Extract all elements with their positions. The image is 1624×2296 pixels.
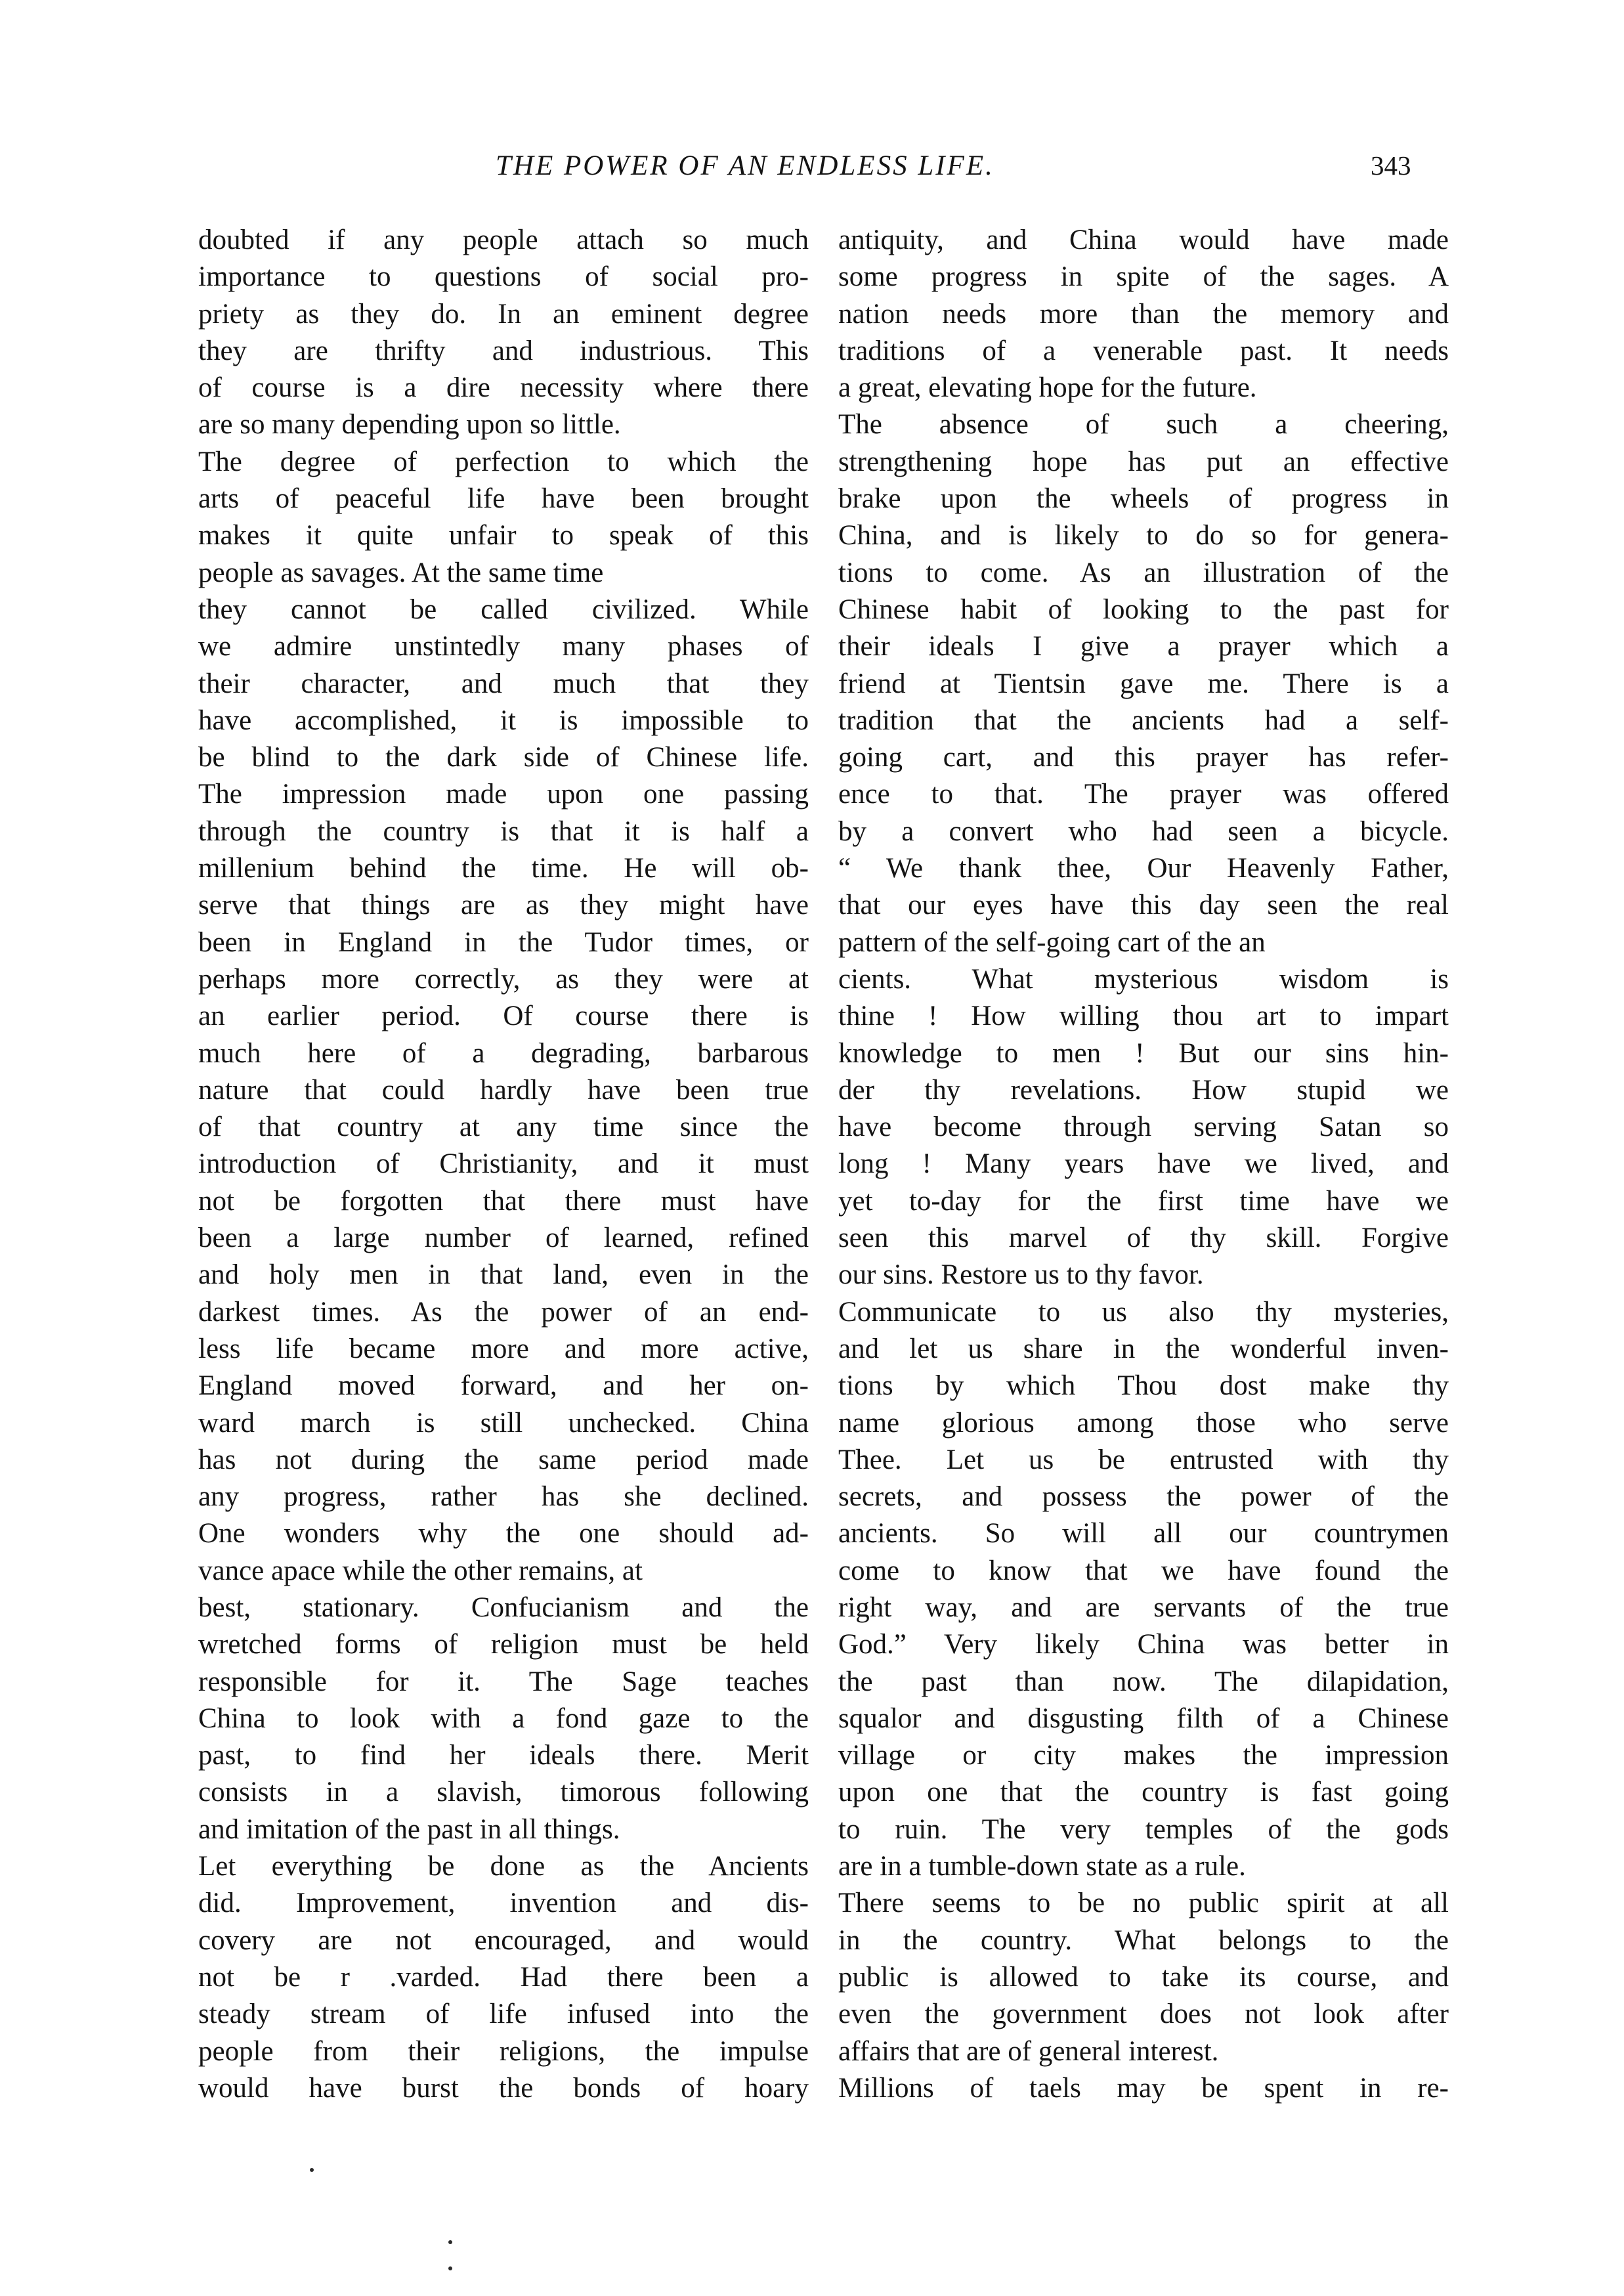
text-line: affairs that are of general interest.	[838, 2035, 1219, 2067]
text-line: makes it quite unfair to speak of this	[198, 520, 809, 552]
text-line: not be forgotten that there must have	[198, 1185, 809, 1217]
text-line: England moved forward, and her on-	[198, 1370, 809, 1402]
page-number: 343	[1371, 150, 1411, 181]
text-line: importance to questions of social pro-	[198, 261, 809, 293]
text-line: going cart, and this prayer has refer-	[838, 742, 1449, 773]
text-line: Millions of taels may be spent in re-	[838, 2072, 1449, 2104]
text-line: One wonders why the one should ad-	[198, 1518, 809, 1549]
text-line: The impression made upon one passing	[198, 779, 809, 810]
text-line: best, stationary. Confucianism and the	[198, 1592, 809, 1623]
text-line: ward march is still unchecked. China	[198, 1407, 809, 1439]
text-line: people as savages. At the same time	[198, 557, 604, 588]
text-line: God.” Very likely China was better in	[838, 1629, 1449, 1660]
text-line: priety as they do. In an eminent degree	[198, 298, 809, 330]
text-line: that our eyes have this day seen the real	[838, 890, 1449, 921]
text-line: did. Improvement, invention and dis-	[198, 1888, 809, 1919]
text-line: responsible for it. The Sage teaches	[198, 1666, 809, 1697]
text-line: we admire unstintedly many phases of	[198, 631, 809, 662]
text-line: strengthening hope has put an effective	[838, 446, 1449, 477]
text-line: a great, elevating hope for the future.	[838, 372, 1257, 404]
text-line: Thee. Let us be entrusted with thy	[838, 1444, 1449, 1475]
running-title: THE POWER OF AN ENDLESS LIFE.	[496, 150, 994, 181]
text-line: thine ! How willing thou art to impart	[838, 1001, 1449, 1032]
text-line: would have burst the bonds of hoary	[198, 2072, 809, 2104]
text-line: their ideals I give a prayer which a	[838, 631, 1449, 662]
text-line: be blind to the dark side of Chinese life.	[198, 742, 809, 773]
text-line: antiquity, and China would have made	[838, 225, 1449, 255]
text-line: China to look with a fond gaze to the	[198, 1702, 809, 1734]
text-line: steady stream of life infused into the	[198, 1999, 809, 2030]
left-text-column	[198, 222, 809, 2107]
text-line: long ! Many years have we lived, and	[838, 1148, 1449, 1180]
text-line: darkest times. As the power of an end-	[198, 1296, 809, 1328]
text-line: serve that things are as they might have	[198, 890, 809, 921]
text-line: have become through serving Satan so	[838, 1112, 1449, 1143]
text-line: The absence of such a cheering,	[838, 409, 1449, 441]
text-line: doubted if any people attach so much	[198, 225, 809, 255]
text-line: come to know that we have found the	[838, 1555, 1449, 1586]
text-line: an earlier period. Of course there is	[198, 1001, 809, 1032]
text-line: right way, and are servants of the true	[838, 1592, 1449, 1623]
text-line: people from their religions, the impulse	[198, 2035, 809, 2067]
text-line: they are thrifty and industrious. This	[198, 335, 809, 366]
text-line: are so many depending upon so little.	[198, 409, 621, 441]
text-line: introduction of Christianity, and it must	[198, 1148, 809, 1180]
text-line: ence to that. The prayer was offered	[838, 779, 1449, 810]
text-line: to ruin. The very temples of the gods	[838, 1813, 1449, 1845]
ink-speck	[448, 2240, 452, 2244]
text-line: upon one that the country is fast going	[838, 1777, 1449, 1808]
text-line: name glorious among those who serve	[838, 1407, 1449, 1439]
right-text-column	[838, 222, 1449, 2107]
text-line: and holy men in that land, even in the	[198, 1259, 809, 1291]
text-line: they cannot be called civilized. While	[198, 594, 809, 625]
text-line: knowledge to men ! But our sins hin-	[838, 1037, 1449, 1069]
text-line: and let us share in the wonderful inven-	[838, 1333, 1449, 1364]
text-line: brake upon the wheels of progress in	[838, 483, 1449, 515]
text-line: Chinese habit of looking to the past for	[838, 594, 1449, 625]
text-line: of course is a dire necessity where there	[198, 372, 809, 404]
text-line: by a convert who had seen a bicycle.	[838, 815, 1449, 847]
text-line: tions to come. As an illustration of the	[838, 557, 1449, 588]
text-line: tradition that the ancients had a self-	[838, 704, 1449, 736]
text-line: millenium behind the time. He will ob-	[198, 853, 809, 884]
text-line: Communicate to us also thy mysteries,	[838, 1296, 1449, 1328]
text-line: been a large number of learned, refined	[198, 1223, 809, 1254]
text-line: and imitation of the past in all things.	[198, 1813, 620, 1845]
text-line: China, and is likely to do so for genera-	[838, 520, 1449, 552]
text-line: ancients. So will all our countrymen	[838, 1518, 1449, 1549]
text-line: much here of a degrading, barbarous	[198, 1037, 809, 1069]
text-line: Let everything be done as the Ancients	[198, 1851, 809, 1882]
text-line: There seems to be no public spirit at all	[838, 1888, 1449, 1919]
text-line: consists in a slavish, timorous following	[198, 1777, 809, 1808]
text-line: their character, and much that they	[198, 668, 809, 699]
text-line: are in a tumble-down state as a rule.	[838, 1851, 1246, 1882]
text-line: village or city makes the impression	[838, 1740, 1449, 1771]
text-line: yet to-day for the first time have we	[838, 1185, 1449, 1217]
text-line: secrets, and possess the power of the	[838, 1481, 1449, 1513]
text-line: public is allowed to take its course, and	[838, 1961, 1449, 1993]
text-line: wretched forms of religion must be held	[198, 1629, 809, 1660]
text-line: in the country. What belongs to the	[838, 1924, 1449, 1956]
text-line: any progress, rather has she declined.	[198, 1481, 809, 1513]
text-line: the past than now. The dilapidation,	[838, 1666, 1449, 1697]
text-line: squalor and disgusting filth of a Chinese	[838, 1702, 1449, 1734]
ink-speck	[310, 2168, 314, 2172]
text-line: friend at Tientsin gave me. There is a	[838, 668, 1449, 699]
text-line: our sins. Restore us to thy favor.	[838, 1259, 1204, 1291]
text-line: perhaps more correctly, as they were at	[198, 963, 809, 995]
text-line: pattern of the self-going cart of the an	[838, 926, 1266, 958]
text-line: not be r .varded. Had there been a	[198, 1961, 809, 1993]
running-head	[197, 150, 1444, 196]
text-line: nation needs more than the memory and	[838, 298, 1449, 330]
text-line: has not during the same period made	[198, 1444, 809, 1475]
ink-speck	[448, 2266, 452, 2270]
text-line: been in England in the Tudor times, or	[198, 926, 809, 958]
text-line: some progress in spite of the sages. A	[838, 261, 1449, 293]
text-line: past, to find her ideals there. Merit	[198, 1740, 809, 1771]
text-line: even the government does not look after	[838, 1999, 1449, 2030]
text-line: arts of peaceful life have been brought	[198, 483, 809, 515]
text-line: “ We thank thee, Our Heavenly Father,	[838, 853, 1449, 884]
text-line: tions by which Thou dost make thy	[838, 1370, 1449, 1402]
text-line: cients. What mysterious wisdom is	[838, 963, 1449, 995]
text-line: The degree of perfection to which the	[198, 446, 809, 477]
text-line: seen this marvel of thy skill. Forgive	[838, 1223, 1449, 1254]
text-line: less life became more and more active,	[198, 1333, 809, 1364]
text-line: der thy revelations. How stupid we	[838, 1074, 1449, 1106]
text-line: have accomplished, it is impossible to	[198, 704, 809, 736]
text-line: through the country is that it is half a	[198, 815, 809, 847]
text-line: nature that could hardly have been true	[198, 1074, 809, 1106]
text-line: vance apace while the other remains, at	[198, 1555, 643, 1586]
text-line: of that country at any time since the	[198, 1112, 809, 1143]
text-line: traditions of a venerable past. It needs	[838, 335, 1449, 366]
text-line: covery are not encouraged, and would	[198, 1924, 809, 1956]
